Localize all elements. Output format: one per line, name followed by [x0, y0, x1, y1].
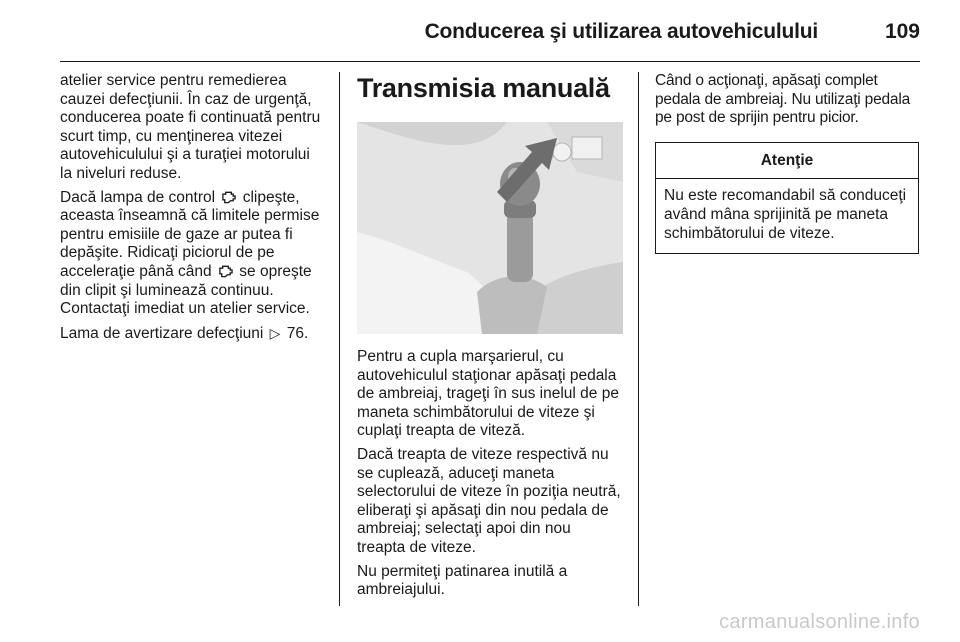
header-divider: [60, 61, 920, 62]
paragraph: Nu permiteţi patinarea inutilă a ambreiajului.: [357, 562, 568, 599]
column-right: [655, 72, 920, 254]
gear-lever-illustration: [357, 122, 623, 334]
warning-text: Nu este recomandabil să conduceţi având mâna sprijinită pe maneta schimbătorului de viteze.: [664, 187, 907, 242]
paragraph: Când o acţionaţi, apăsaţi complet pedala de ambreiaj. Nu utilizaţi pedala pe post de sprijin pentru picior.: [655, 72, 911, 127]
watermark: carmanualsonline.info: [719, 611, 920, 633]
page-reference-link[interactable]: 76.: [286, 324, 309, 342]
engine-lamp-icon: [218, 264, 233, 278]
paragraph: atelier service pentru remedierea cauzei defecţiunii. În caz de urgenţă, conducerea poate fi continuată pentru scurt timp, cu menţinerea vitezei autovehiculului şi a turaţiei motorului la niveluri reduse.: [60, 72, 321, 182]
engine-lamp-icon: [221, 190, 236, 204]
column-divider: [638, 72, 639, 606]
page-header: [0, 14, 920, 54]
chapter-title: Conducerea şi utilizarea autovehiculului: [424, 20, 818, 43]
section-title: Transmisia manuală: [357, 73, 610, 103]
page-reference-icon: ▷: [269, 324, 281, 341]
warning-title: Atenţie: [656, 143, 918, 180]
warning-box: [655, 142, 919, 254]
paragraph-control-lamp: Dacă lampa de control clipeşte, aceasta înseamnă că limitele permise pentru emisiile de gaze ar putea fi depăşite. Ridicaţi piciorul de pe acceleraţie până când se opreşte din clipit şi luminează continuu. Contactaţi imediat un atelier service.: [60, 188, 320, 318]
column-divider: [339, 72, 340, 606]
paragraph: Dacă treapta de viteze respectivă nu se cuplează, aduceţi maneta selectorului de viteze în poziţia neutră, eliberaţi şi apăsaţi din nou pedala de ambreiaj; selectaţi apoi din nou treapta de viteze.: [357, 445, 621, 556]
column-middle: [357, 72, 623, 605]
column-left: [60, 72, 322, 348]
paragraph-reference: Lama de avertizare defecţiuni ▷ 76.: [60, 324, 309, 342]
paragraph: Pentru a cupla marşarierul, cu autovehiculul staţionar apăsaţi pedala de ambreiaj, trageţi în sus inelul de pe maneta schimbătorului de viteze şi cuplaţi treapta de viteză.: [357, 348, 619, 440]
page-number: 109: [884, 20, 920, 43]
